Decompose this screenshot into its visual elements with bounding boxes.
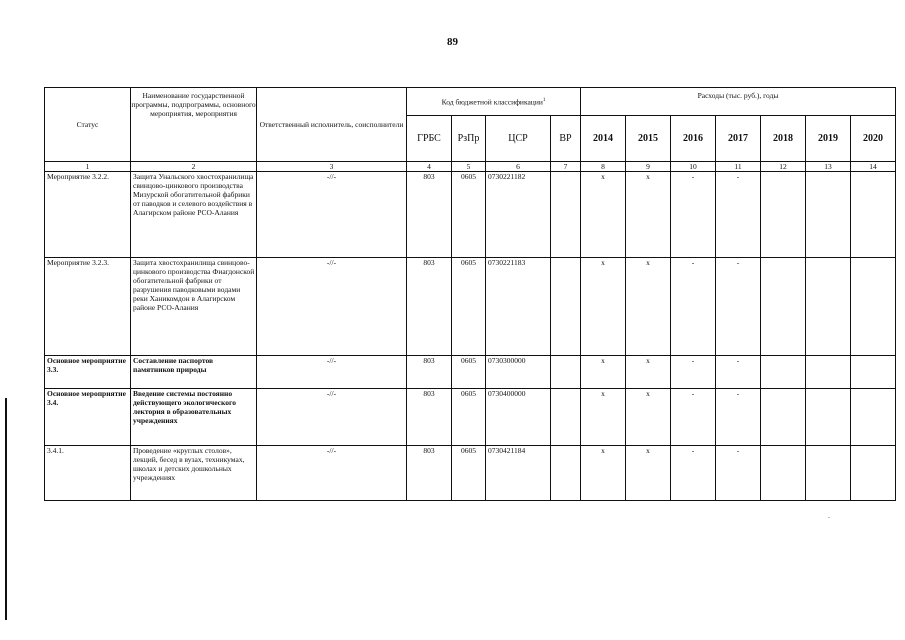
row-executor: -//- <box>257 389 407 446</box>
row-value-2017: - <box>716 172 761 258</box>
header-grbs: ГРБС <box>407 116 452 162</box>
row-status: Основное мероприятие 3.4. <box>45 389 131 446</box>
row-value-2017: - <box>716 446 761 501</box>
row-value-2017: - <box>716 258 761 356</box>
row-vr <box>551 389 581 446</box>
row-value-2020 <box>851 446 896 501</box>
column-number: 14 <box>851 162 896 172</box>
table-row <box>45 389 896 446</box>
row-value-2018 <box>761 389 806 446</box>
header-status: Статус <box>45 88 131 162</box>
row-status: Мероприятие 3.2.3. <box>45 258 131 356</box>
row-value-2020 <box>851 389 896 446</box>
column-number: 9 <box>626 162 671 172</box>
row-executor: -//- <box>257 356 407 389</box>
row-csr: 0730221182 <box>486 172 551 258</box>
column-number: 12 <box>761 162 806 172</box>
row-grbs: 803 <box>407 258 452 356</box>
header-year-2020: 2020 <box>851 116 896 162</box>
row-csr: 0730400000 <box>486 389 551 446</box>
row-status: Мероприятие 3.2.2. <box>45 172 131 258</box>
row-value-2017: - <box>716 389 761 446</box>
row-value-2015: x <box>626 172 671 258</box>
header-expenses-group: Расходы (тыс. руб.), годы <box>581 88 896 116</box>
column-number-row <box>45 162 896 172</box>
row-name: Защита хвостохранилища свинцово-цинкового производства Фиагдонской обогатительной фабрики от разрушения паводковыми водами реки Ханикомдон в Алагирском районе РСО-Алания <box>131 258 257 356</box>
row-rzpr: 0605 <box>452 258 486 356</box>
row-grbs: 803 <box>407 446 452 501</box>
row-value-2016: - <box>671 389 716 446</box>
row-name: Защита Унальского хвостохранилища свинцово-цинкового производства Мизурской обогатительной фабрики от паводков и селевого воздействия в Алагирском районе РСО-Алания <box>131 172 257 258</box>
header-name: Наименование государственной программы, подпрограммы, основного мероприятия, мероприятия <box>131 88 257 162</box>
row-vr <box>551 258 581 356</box>
row-executor: -//- <box>257 172 407 258</box>
row-executor: -//- <box>257 446 407 501</box>
column-number: 7 <box>551 162 581 172</box>
column-number: 11 <box>716 162 761 172</box>
row-value-2016: - <box>671 258 716 356</box>
column-number: 13 <box>806 162 851 172</box>
header-year-2015: 2015 <box>626 116 671 162</box>
row-value-2020 <box>851 172 896 258</box>
row-value-2019 <box>806 258 851 356</box>
budget-code-label: Код бюджетной классификации <box>441 97 543 107</box>
row-value-2019 <box>806 172 851 258</box>
row-rzpr: 0605 <box>452 172 486 258</box>
header-year-2017: 2017 <box>716 116 761 162</box>
row-value-2019 <box>806 356 851 389</box>
header-year-2019: 2019 <box>806 116 851 162</box>
margin-scan-bar <box>5 398 7 620</box>
row-value-2019 <box>806 389 851 446</box>
row-rzpr: 0605 <box>452 389 486 446</box>
row-rzpr: 0605 <box>452 356 486 389</box>
header-year-2018: 2018 <box>761 116 806 162</box>
row-name: Введение системы постоянно действующего экологического лектория в образовательных учреждениях <box>131 389 257 446</box>
row-vr <box>551 446 581 501</box>
column-number: 8 <box>581 162 626 172</box>
row-vr <box>551 356 581 389</box>
row-name: Составление паспортов памятников природы <box>131 356 257 389</box>
row-rzpr: 0605 <box>452 446 486 501</box>
row-value-2017: - <box>716 356 761 389</box>
header-year-2016: 2016 <box>671 116 716 162</box>
row-value-2018 <box>761 356 806 389</box>
table-row <box>45 356 896 389</box>
budget-table <box>44 87 896 501</box>
page-number: 89 <box>447 36 458 48</box>
column-number: 3 <box>257 162 407 172</box>
header-vr: ВР <box>551 116 581 162</box>
row-value-2014: x <box>581 172 626 258</box>
budget-code-footnote: 1 <box>542 98 546 104</box>
row-status: Основное мероприятие 3.3. <box>45 356 131 389</box>
row-value-2018 <box>761 446 806 501</box>
row-value-2020 <box>851 356 896 389</box>
row-vr <box>551 172 581 258</box>
row-value-2016: - <box>671 172 716 258</box>
row-value-2015: x <box>626 258 671 356</box>
row-value-2015: x <box>626 356 671 389</box>
row-csr: 0730300000 <box>486 356 551 389</box>
row-csr: 0730221183 <box>486 258 551 356</box>
row-grbs: 803 <box>407 389 452 446</box>
row-value-2020 <box>851 258 896 356</box>
table-row <box>45 172 896 258</box>
row-value-2014: x <box>581 356 626 389</box>
header-executor: Ответственный исполнитель, соисполнители <box>257 88 407 162</box>
table-row <box>45 446 896 501</box>
row-value-2014: x <box>581 446 626 501</box>
row-name: Проведение «круглых столов», лекций, бесед в вузах, техникумах, школах и детских дошкольных учреждениях <box>131 446 257 501</box>
row-grbs: 803 <box>407 172 452 258</box>
scan-artifact <box>828 517 830 518</box>
column-number: 6 <box>486 162 551 172</box>
row-value-2018 <box>761 258 806 356</box>
row-csr: 0730421184 <box>486 446 551 501</box>
row-status: 3.4.1. <box>45 446 131 501</box>
row-grbs: 803 <box>407 356 452 389</box>
table-row <box>45 258 896 356</box>
header-year-2014: 2014 <box>581 116 626 162</box>
header-budget-code-group <box>407 88 581 116</box>
header-csr: ЦСР <box>486 116 551 162</box>
row-value-2016: - <box>671 356 716 389</box>
row-value-2014: x <box>581 389 626 446</box>
column-number: 10 <box>671 162 716 172</box>
row-value-2015: x <box>626 389 671 446</box>
column-number: 2 <box>131 162 257 172</box>
row-value-2018 <box>761 172 806 258</box>
header-rzpr: РзПр <box>452 116 486 162</box>
column-number: 5 <box>452 162 486 172</box>
row-value-2014: x <box>581 258 626 356</box>
row-value-2019 <box>806 446 851 501</box>
row-value-2015: x <box>626 446 671 501</box>
column-number: 1 <box>45 162 131 172</box>
column-number: 4 <box>407 162 452 172</box>
row-executor: -//- <box>257 258 407 356</box>
row-value-2016: - <box>671 446 716 501</box>
